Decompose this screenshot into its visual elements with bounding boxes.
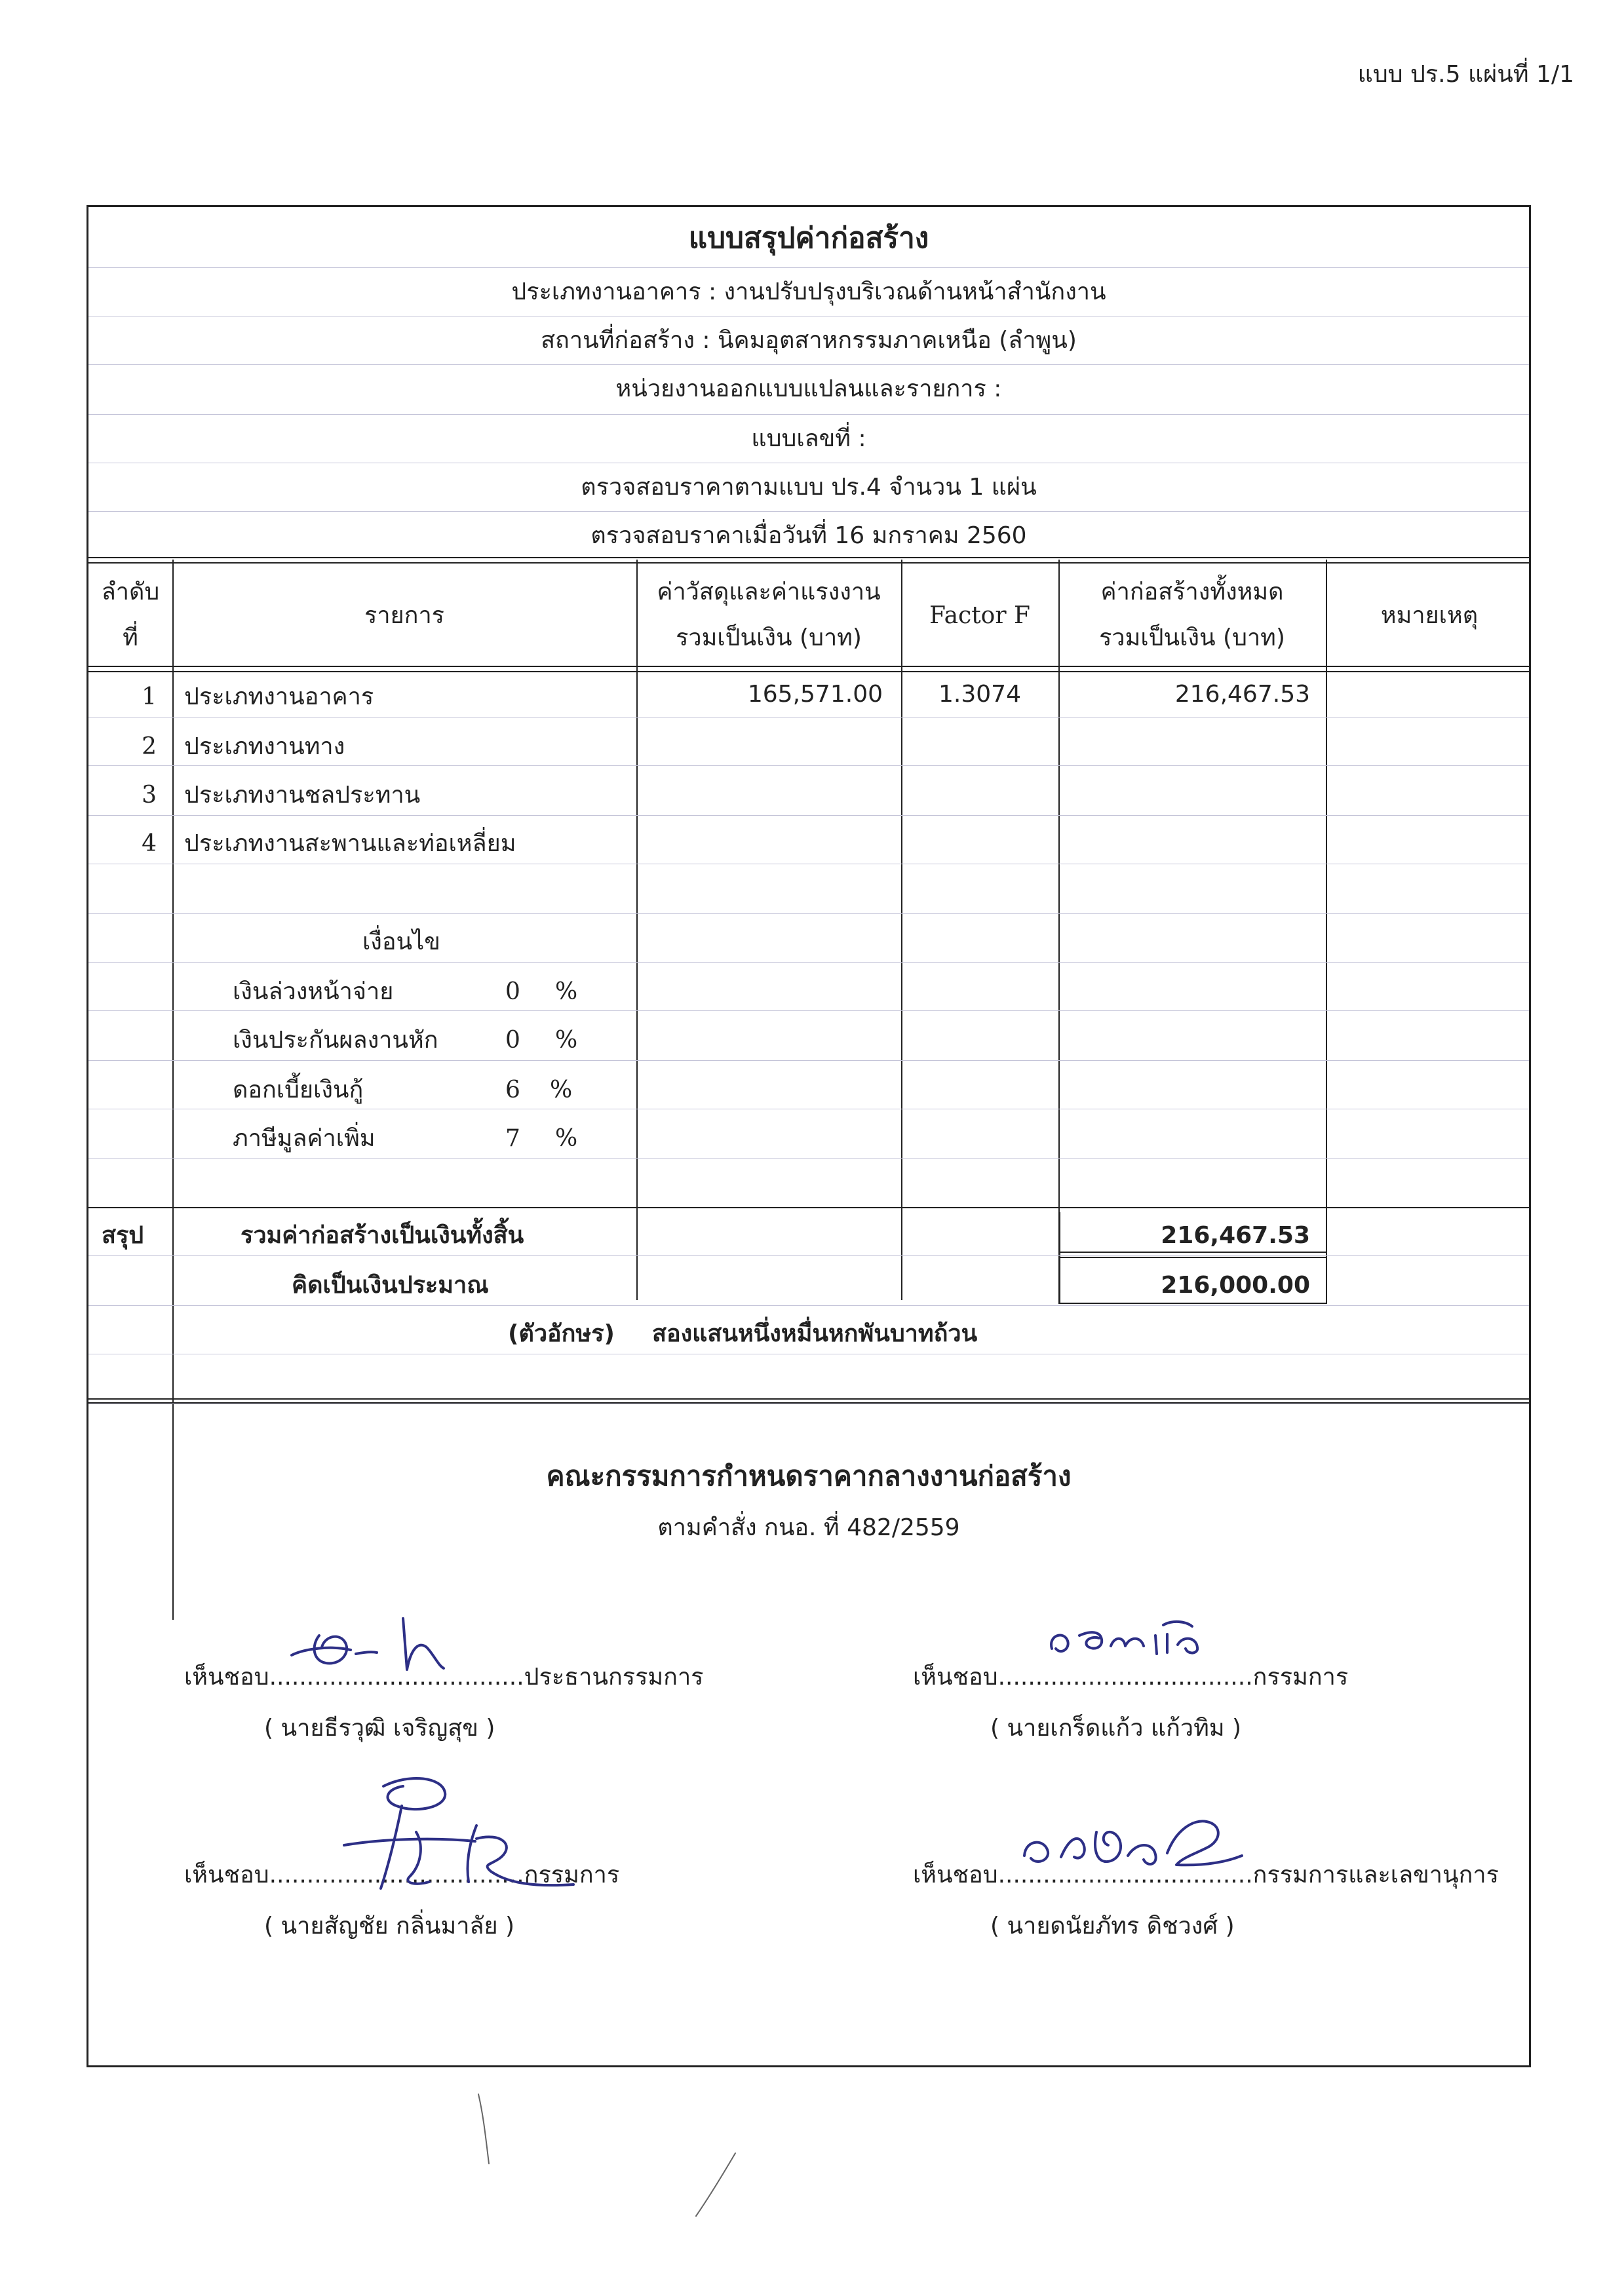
row-number: 4 [142, 830, 157, 857]
approval-prefix: เห็นชอบ [184, 1664, 269, 1691]
condition-value: 7 [505, 1125, 520, 1152]
signature-dots: .................................. [269, 1664, 524, 1691]
col-no-header: ลำดับ [101, 579, 160, 605]
approval-prefix: เห็นชอบ [913, 1862, 998, 1888]
row-item: ประเภทงานอาคาร [184, 683, 374, 710]
condition-value: 6 [505, 1077, 520, 1103]
table-body-bottom [88, 1207, 1529, 1208]
signer-role: กรรมการ [524, 1862, 620, 1888]
row-item: ประเภทงานสะพานและท่อเหลี่ยม [184, 830, 516, 857]
col-total-header: ค่าก่อสร้างทั้งหมด [1100, 579, 1284, 605]
condition-unit: % [555, 1027, 578, 1054]
approval-prefix: เห็นชอบ [913, 1664, 998, 1691]
rule-line [88, 717, 1529, 718]
total-box-border [1058, 1257, 1326, 1258]
table-top-border [88, 557, 1529, 558]
signer-name: ( นายเกร็ดแก้ว แก้วทิม ) [990, 1715, 1242, 1742]
form-number: แบบ ปร.5 แผ่นที่ 1/1 [1357, 61, 1574, 88]
rule-line [88, 1255, 1529, 1256]
rule-line [88, 815, 1529, 816]
total-box-border [1058, 1252, 1326, 1253]
column-divider [901, 560, 902, 1300]
row-number: 3 [142, 782, 157, 809]
signer-name: ( นายดนัยภัทร ดิชวงศ์ ) [990, 1913, 1235, 1940]
summary-bottom-border [88, 1398, 1529, 1400]
row-factor: 1.3074 [938, 681, 1021, 708]
table-header-border [88, 666, 1529, 667]
checked-date: ตรวจสอบราคาเมื่อวันที่ 16 มกราคม 2560 [590, 522, 1027, 549]
signature-dots: .................................. [269, 1862, 524, 1888]
signature-dots: .................................. [997, 1664, 1253, 1691]
committee-order: ตามคำสั่ง กนอ. ที่ 482/2559 [657, 1514, 960, 1541]
col-total-header: รวมเป็นเงิน (บาท) [1099, 624, 1285, 651]
signature-member-1 [1032, 1609, 1242, 1681]
construction-location: สถานที่ก่อสร้าง : นิคมอุตสาหกรรมภาคเหนือ (ลำพูน) [541, 327, 1077, 354]
signature-secretary [1013, 1793, 1248, 1885]
committee-title: คณะกรรมการกำหนดราคากลางงานก่อสร้าง [546, 1460, 1072, 1492]
rule-line [88, 414, 1529, 415]
condition-value: 0 [505, 978, 520, 1005]
condition-value: 0 [505, 1027, 520, 1054]
table-top-border [88, 562, 1529, 564]
section-divider [88, 1402, 1529, 1404]
signer-name: ( นายสัญชัย กลิ่นมาลัย ) [264, 1913, 515, 1940]
column-divider [636, 560, 638, 1300]
signature-chairman [279, 1609, 501, 1694]
column-divider [1058, 560, 1060, 1300]
amount-in-words: สองแสนหนึ่งหมื่นหกพันบาทถ้วน [652, 1320, 978, 1347]
rule-line [88, 511, 1529, 512]
amount-in-words-label: (ตัวอักษร) [508, 1320, 615, 1347]
condition-label: เงินประกันผลงานหัก [233, 1027, 438, 1054]
signature-dots: .................................. [997, 1862, 1253, 1888]
condition-unit: % [555, 978, 578, 1005]
rule-line [88, 267, 1529, 268]
rule-line [88, 1010, 1529, 1011]
condition-unit: % [550, 1077, 573, 1103]
rule-line [88, 364, 1529, 365]
cost-summary-form [87, 205, 1531, 2067]
col-remark-header: หมายเหตุ [1380, 602, 1479, 629]
col-material-header: ค่าวัสดุและค่าแรงงาน [657, 579, 881, 605]
row-item: ประเภทงานชลประทาน [184, 782, 421, 809]
column-divider [1326, 560, 1327, 1304]
signer-role: กรรมการ [1252, 1664, 1349, 1691]
building-type: ประเภทงานอาคาร : งานปรับปรุงบริเวณด้านหน้าสำนักงาน [511, 278, 1106, 305]
summary-approx-label: คิดเป็นเงินประมาณ [292, 1272, 489, 1299]
rule-line [88, 913, 1529, 914]
rule-line [88, 1158, 1529, 1159]
col-item-header: รายการ [364, 602, 444, 629]
row-total-cost: 216,467.53 [1174, 681, 1310, 708]
col-factor-header: Factor F [929, 602, 1030, 629]
rule-line [88, 1060, 1529, 1061]
condition-label: เงินล่วงหน้าจ่าย [233, 978, 394, 1005]
summary-total-label: รวมค่าก่อสร้างเป็นเงินทั้งสิ้น [241, 1222, 524, 1249]
column-divider [172, 560, 174, 1620]
row-item: ประเภทงานทาง [184, 733, 345, 760]
row-number: 2 [142, 733, 157, 760]
rule-line [88, 765, 1529, 766]
table-header-border [88, 671, 1529, 672]
checked-by-form: ตรวจสอบราคาตามแบบ ปร.4 จำนวน 1 แผ่น [581, 474, 1037, 501]
scan-mark [688, 2149, 741, 2221]
signer-name: ( นายธีรวุฒิ เจริญสุข ) [264, 1715, 495, 1742]
summary-approx-value: 216,000.00 [1161, 1272, 1310, 1299]
approx-box-border [1058, 1303, 1326, 1304]
condition-label: ดอกเบี้ยเงินกู้ [233, 1077, 364, 1103]
conditions-title: เงื่อนไข [362, 928, 440, 955]
scan-mark [472, 2090, 498, 2169]
summary-label: สรุป [102, 1222, 144, 1249]
condition-unit: % [555, 1125, 578, 1152]
drawing-number: แบบเลขที่ : [751, 425, 866, 452]
signer-role: กรรมการและเลขานุการ [1252, 1862, 1499, 1888]
design-unit: หน่วยงานออกแบบแปลนและรายการ : [615, 375, 1002, 402]
condition-label: ภาษีมูลค่าเพิ่ม [233, 1125, 376, 1152]
col-material-header: รวมเป็นเงิน (บาท) [676, 624, 862, 651]
row-material-cost: 165,571.00 [747, 681, 883, 708]
rule-line [88, 962, 1529, 963]
form-title: แบบสรุปค่าก่อสร้าง [688, 221, 929, 255]
col-no-header: ที่ [123, 624, 138, 651]
rule-line [88, 1305, 1529, 1306]
row-number: 1 [142, 683, 157, 710]
approval-prefix: เห็นชอบ [184, 1862, 269, 1888]
summary-total-value: 216,467.53 [1161, 1222, 1310, 1249]
signer-role: ประธานกรรมการ [524, 1664, 704, 1691]
signature-member-2 [305, 1767, 580, 1898]
